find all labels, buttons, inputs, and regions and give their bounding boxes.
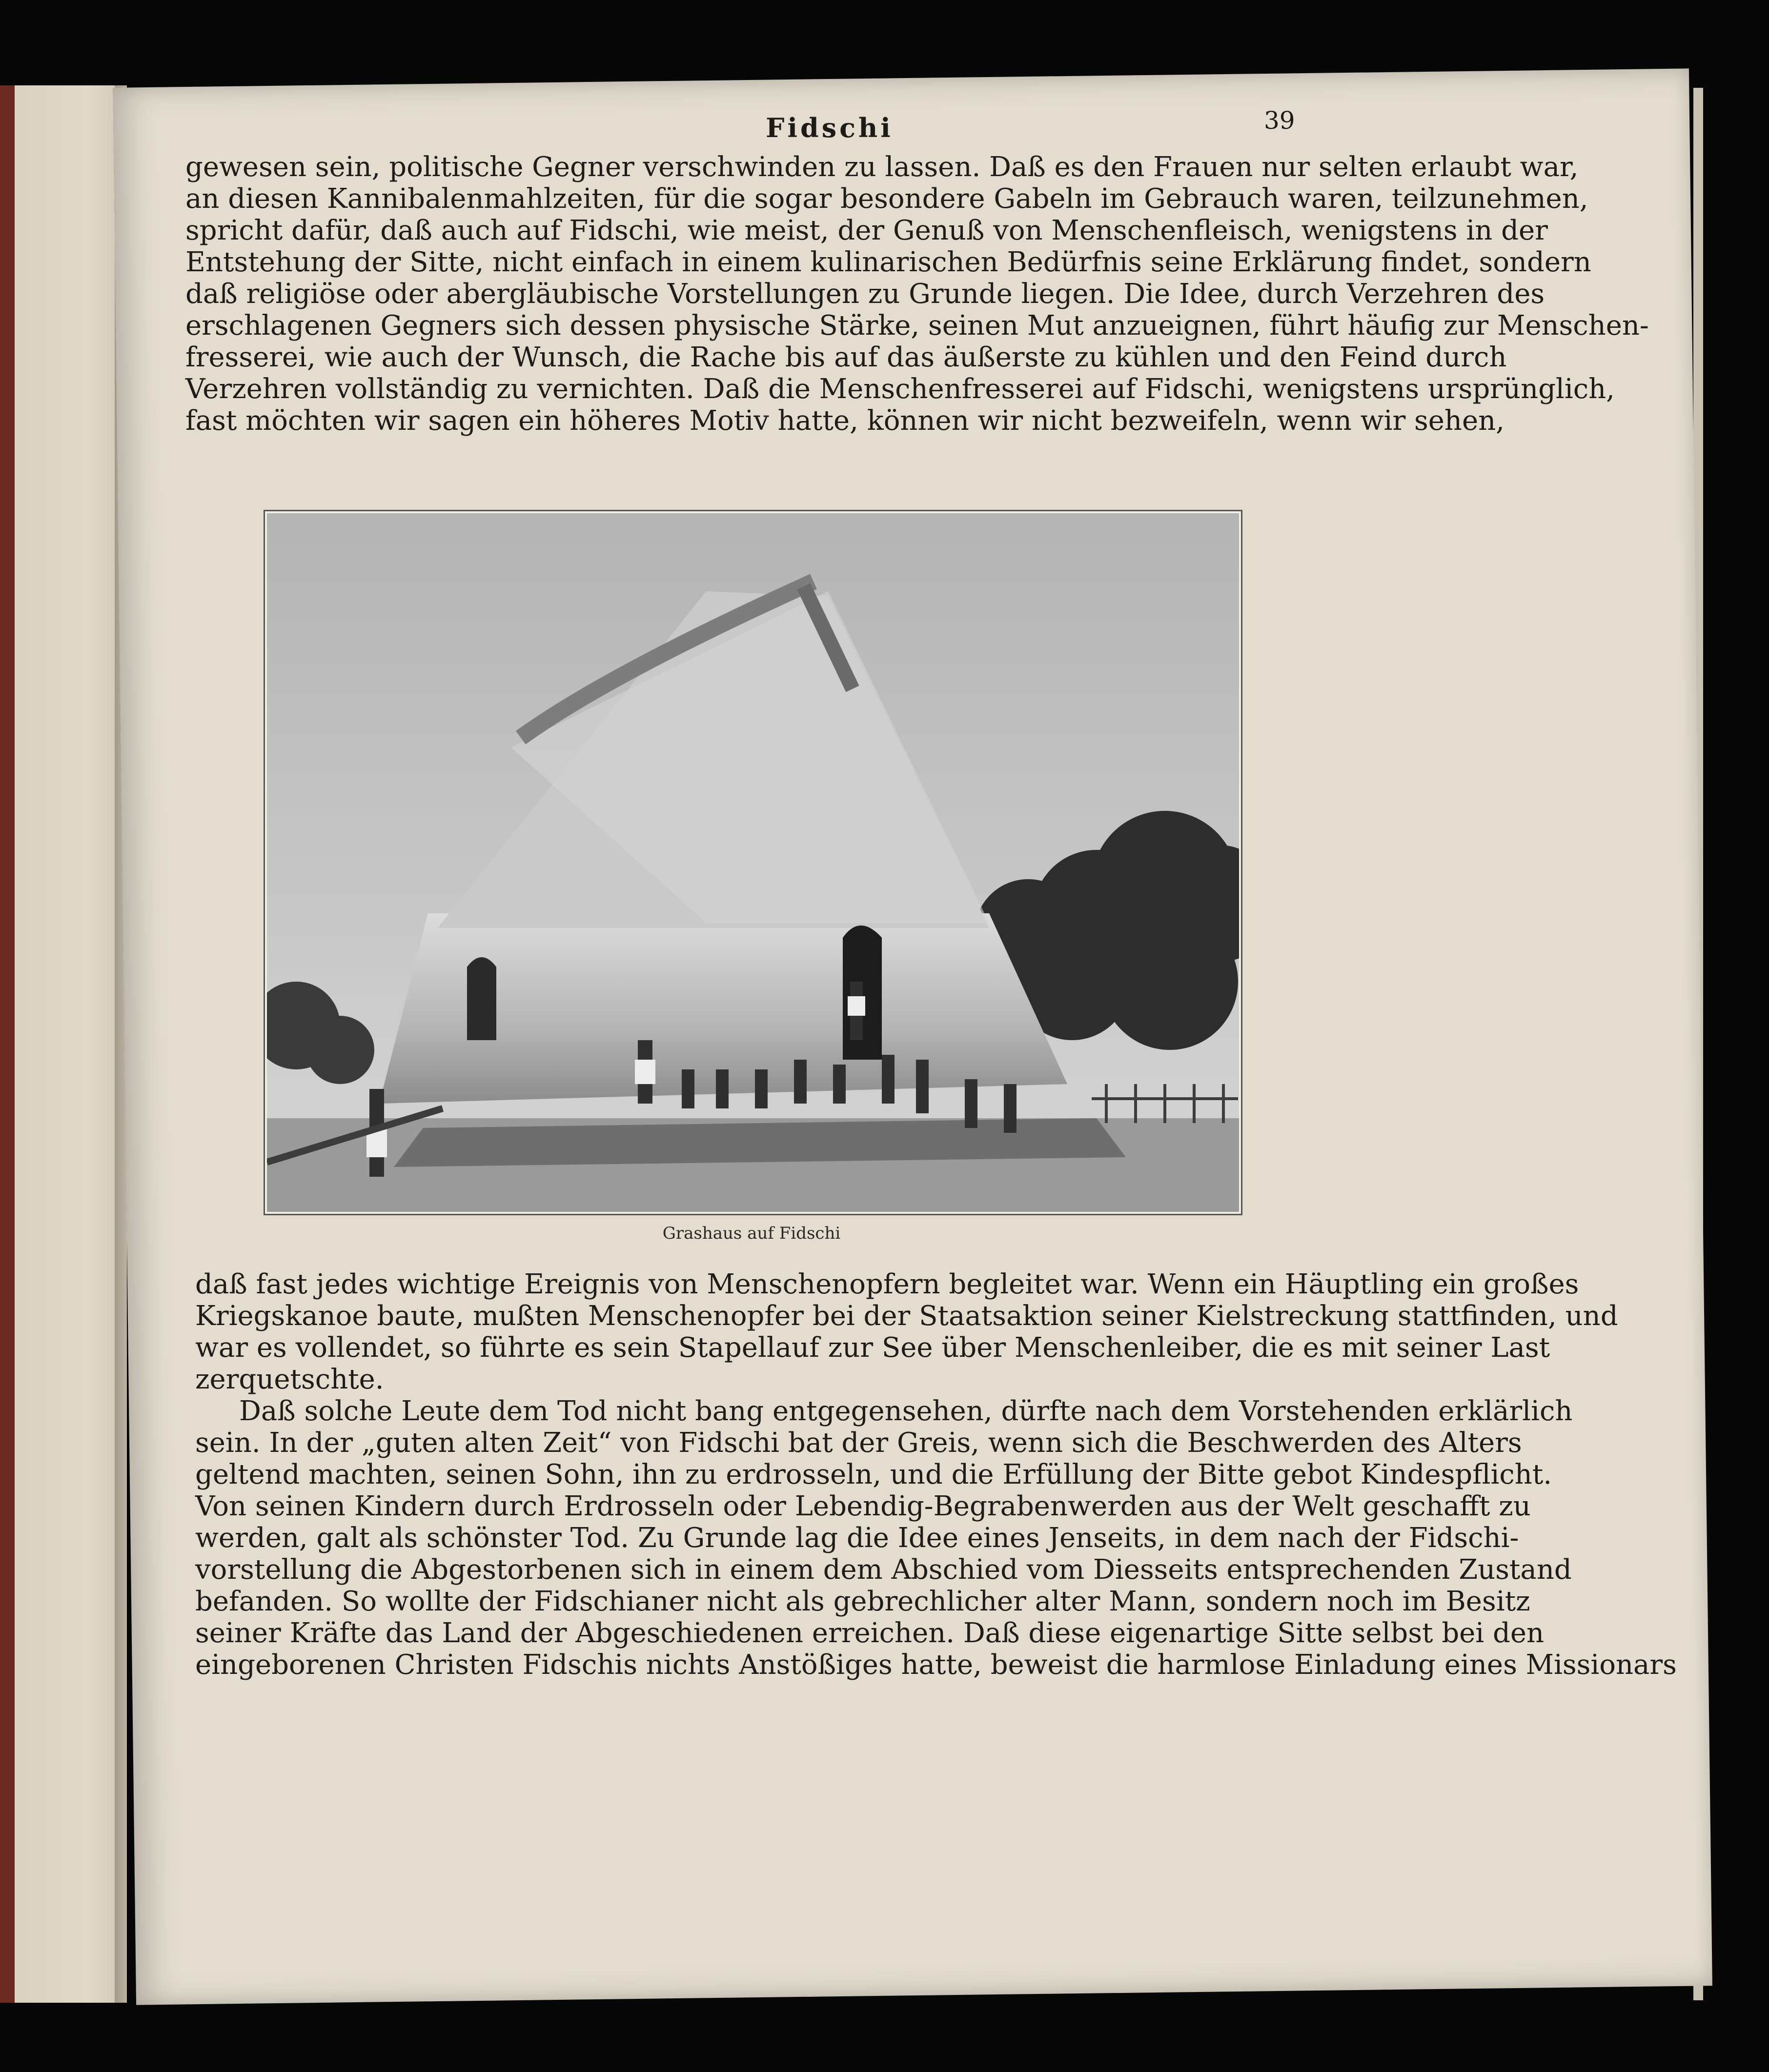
text-line: seiner Kräfte das Land der Abgeschiedenen erreichen. Daß diese eigenartige Sitte selbst bei den [195, 1617, 1545, 1649]
text-line: daß fast jedes wichtige Ereignis von Menschenopfern begleitet war. Wenn ein Häuptling ein großes [195, 1268, 1579, 1300]
photo-thatched-house [267, 513, 1239, 1212]
text-line: daß religiöse oder abergläubische Vorstellungen zu Grunde liegen. Die Idee, durch Verzehren des [185, 278, 1545, 310]
paragraph-bottom [195, 1268, 1677, 1681]
text-line: Entstehung der Sitte, nicht einfach in einem kulinarischen Bedürfnis seine Erklärung findet, sondern [185, 246, 1591, 278]
text-line: zerquetschte. [195, 1364, 384, 1395]
text-line: gewesen sein, politische Gegner verschwinden zu lassen. Daß es den Frauen nur selten erlaubt war, [185, 151, 1579, 183]
figure-caption: Grashaus auf Fidschi [662, 1224, 841, 1243]
text-line: Verzehren vollständig zu vernichten. Daß die Menschenfresserei auf Fidschi, wenigstens ursprünglich, [185, 373, 1615, 405]
text-line: an diesen Kannibalenmahlzeiten, für die sogar besondere Gabeln im Gebrauch waren, teilzunehmen, [185, 183, 1588, 215]
text-line: eingeborenen Christen Fidschis nichts Anstößiges hatte, beweist die harmlose Einladung eines Missionars [195, 1649, 1677, 1681]
text-line: werden, galt als schönster Tod. Zu Grunde lag die Idee eines Jenseits, in dem nach der Fidschi- [195, 1522, 1519, 1554]
figure-photo-frame [264, 510, 1242, 1215]
text-line: sein. In der „guten alten Zeit“ von Fidschi bat der Greis, wenn sich die Beschwerden des Alters [195, 1427, 1522, 1459]
text-line: fast möchten wir sagen ein höheres Motiv hatte, können wir nicht bezweifeln, wenn wir sehen, [185, 405, 1505, 437]
text-line: spricht dafür, daß auch auf Fidschi, wie meist, der Genuß von Menschenfleisch, wenigstens in der [185, 215, 1548, 246]
paragraph-top [185, 151, 1649, 437]
text-line: war es vollendet, so führte es sein Stapellauf zur See über Menschenleiber, die es mit seiner Last [195, 1332, 1550, 1364]
text-line: Daß solche Leute dem Tod nicht bang entgegensehen, dürfte nach dem Vorstehenden erklärlich [239, 1395, 1573, 1427]
text-line: vorstellung die Abgestorbenen sich in einem dem Abschied vom Diesseits entsprechenden Zustand [195, 1554, 1572, 1586]
text-line: geltend machten, seinen Sohn, ihn zu erdrosseln, und die Erfüllung der Bitte gebot Kindespflicht. [195, 1459, 1552, 1490]
text-line: Von seinen Kindern durch Erdrosseln oder Lebendig-Begrabenwerden aus der Welt geschafft zu [195, 1490, 1531, 1522]
text-line: Kriegskanoe baute, mußten Menschenopfer bei der Staatsaktion seiner Kielstreckung stattfinden, und [195, 1300, 1618, 1332]
left-page [0, 85, 127, 2003]
running-head: Fidschi [766, 112, 894, 143]
text-line: erschlagenen Gegners sich dessen physische Stärke, seinen Mut anzueignen, führt häufig zur Menschen- [185, 310, 1649, 342]
book-cover-edge [0, 85, 15, 2003]
text-line: fresserei, wie auch der Wunsch, die Rache bis auf das äußerste zu kühlen und den Feind durch [185, 342, 1507, 373]
page-number: 39 [1264, 106, 1295, 135]
text-line: befanden. So wollte der Fidschianer nicht als gebrechlicher alter Mann, sondern noch im Besitz [195, 1586, 1530, 1617]
